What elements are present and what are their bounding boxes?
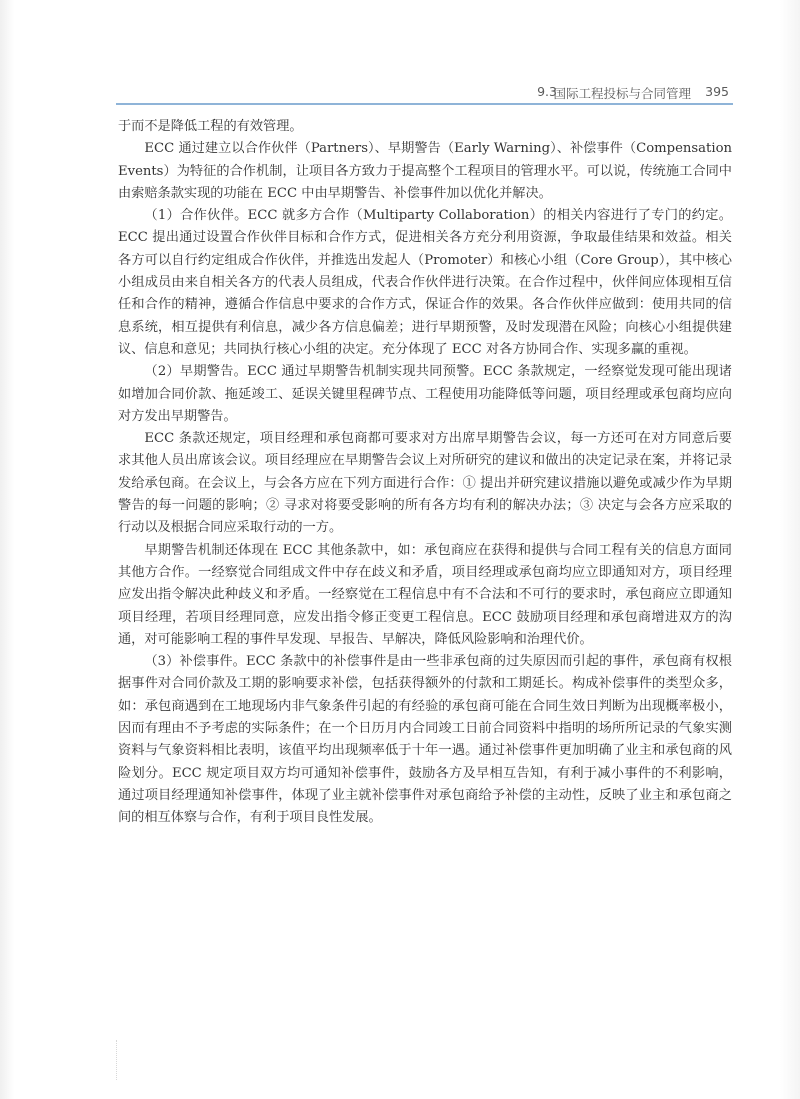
paragraph: （1）合作伙伴。ECC 就多方合作（Multiparty Collaboration）的相关内容进行了专门的约定。ECC 提出通过设置合作伙伴目标和合作方式，促进相关各方充分利用资源，争取最佳结果和效益。相关各方可以自行约定组成合作伙伴，并推选出发起人（Promoter）和核心小组（Core Group），其中核心小组成员由来自相关各方的代表人员组成，代表合作伙伴进行决策。在合作过程中，伙伴间应体现相互信任和合作的精神，遵循合作信息中要求的合作方式，保证合作的效果。各合作伙伴应做到：使用共同的信息系统，相互提供有利信息，减少各方信息偏差；进行早期预警，及时发现潜在风险；向核心小组提供建议、信息和意见；共同执行核心小组的决定。充分体现了 ECC 对各方协同合作、实现多赢的重视。 (118, 208, 732, 357)
section-number: 9.3 (537, 84, 557, 99)
paragraph: ECC 通过建立以合作伙伴（Partners）、早期警告（Early Warning）、补偿事件（Compensation Events）为特征的合作机制，让项目各方致力于提高整个工程项目的管理水平。可以说，传统施工合同中由索赔条款实现的功能在 ECC 中由早期警告、补偿事件加以优化并解决。 (118, 141, 732, 201)
paragraph: （2）早期警告。ECC 通过早期警告机制实现共同预警。ECC 条款规定，一经察觉发现可能出现诸如增加合同价款、拖延竣工、延误关键里程碑节点、工程使用功能降低等问题，项目经理或承包商均应向对方发出早期警告。 (118, 364, 732, 424)
header-divider (116, 103, 733, 105)
running-header (116, 84, 733, 104)
paragraph: 于而不是降低工程的有效管理。 (118, 119, 303, 134)
section-title: 国际工程投标与合同管理 (553, 86, 691, 101)
body-text (118, 116, 732, 830)
paragraph: （3）补偿事件。ECC 条款中的补偿事件是由一些非承包商的过失原因而引起的事件，承包商有权根据事件对合同价款及工期的影响要求补偿，包括获得额外的付款和工期延长。构成补偿事件的类型众多，如：承包商遇到在工地现场内非气象条件引起的有经验的承包商可能在合同生效日判断为出现概率极小，因而有理由不予考虑的实际条件；在一个日历月内合同竣工日前合同资料中指明的场所所记录的气象实测资料与气象资料相比表明，该值平均出现频率低于十年一遇。通过补偿事件更加明确了业主和承包商的风险划分。ECC 规定项目双方均可通知补偿事件，鼓励各方及早相互告知，有利于减小事件的不利影响，通过项目经理通知补偿事件，体现了业主就补偿事件对承包商给予补偿的主动性，反映了业主和承包商之间的相互体察与合作，有利于项目良性发展。 (118, 654, 732, 826)
paragraph: ECC 条款还规定，项目经理和承包商都可要求对方出席早期警告会议，每一方还可在对方同意后要求其他人员出席该会议。项目经理应在早期警告会议上对所研究的建议和做出的决定记录在案，并将记录发给承包商。在会议上，与会各方应在下列方面进行合作：① 提出并研究建议措施以避免或减少作为早期警告的每一问题的影响；② 寻求对将要受影响的所有各方均有利的解决办法；③ 决定与会各方应采取的行动以及根据合同应采取行动的一方。 (118, 431, 732, 536)
paragraph: 早期警告机制还体现在 ECC 其他条款中，如：承包商应在获得和提供与合同工程有关的信息方面同其他方合作。一经察觉合同组成文件中存在歧义和矛盾，项目经理或承包商均应立即通知对方，项目经理应发出指令解决此种歧义和矛盾。一经察觉在工程信息中有不合法和不可行的要求时，承包商应立即通知项目经理，若项目经理同意，应发出指令修正变更工程信息。ECC 鼓励项目经理和承包商增进双方的沟通，对可能影响工程的事件早发现、早报告、早解决，降低风险影响和治理代价。 (118, 542, 732, 647)
page-number: 395 (705, 84, 729, 99)
margin-mark (116, 1040, 119, 1080)
